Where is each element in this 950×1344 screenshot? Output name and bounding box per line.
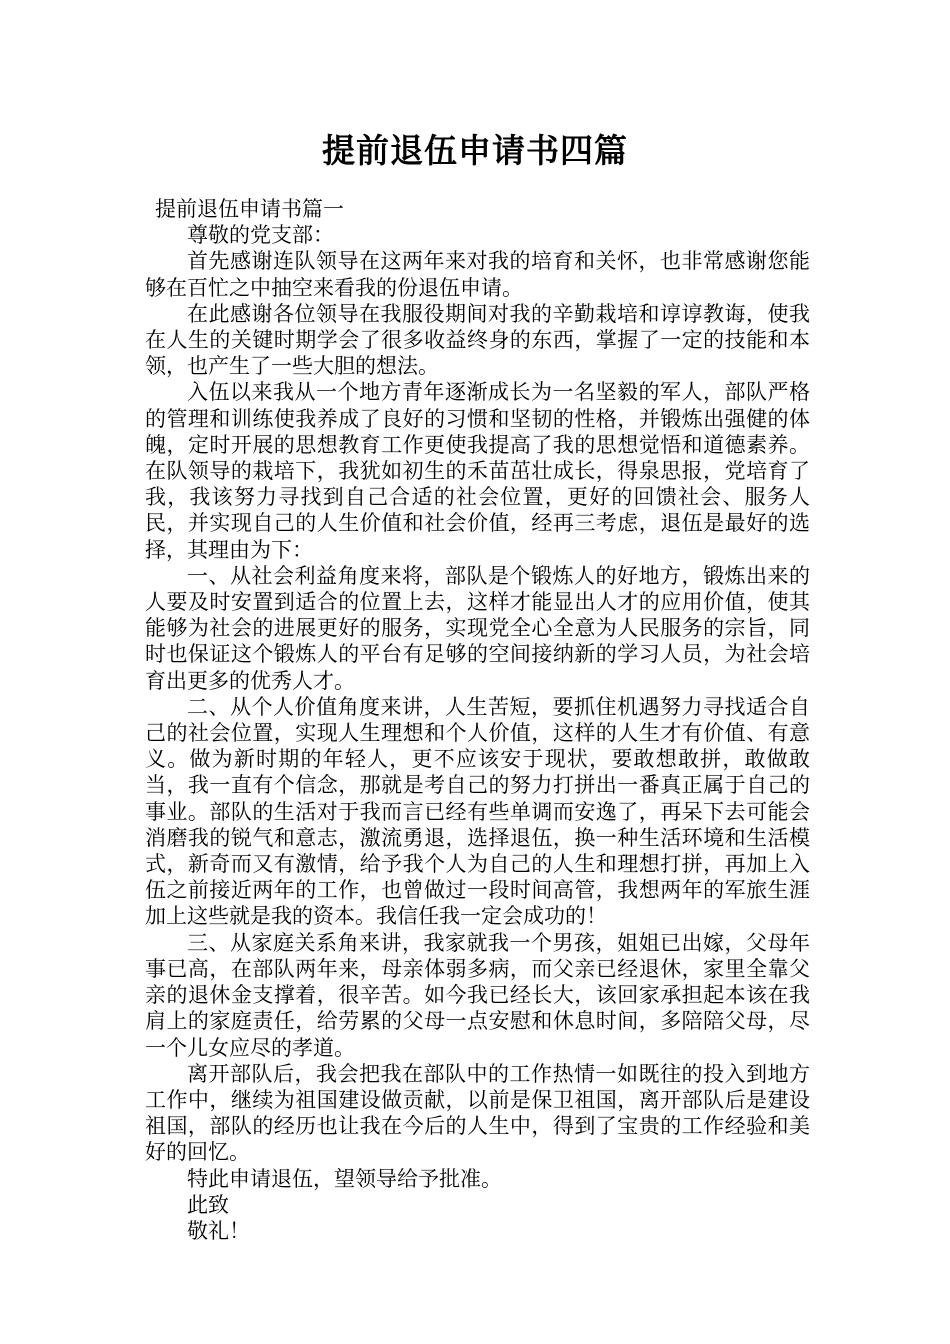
paragraph: 三、从家庭关系角来讲，我家就我一个男孩，姐姐已出嫁，父母年事已高，在部队两年来，母亲体弱多病，而父亲已经退休，家里全靠父亲的退休金支撑着，很辛苦。如今我已经长大，该回家承担起本该在我肩上的家庭责任，给劳累的父母一点安慰和休息时间，多陪陪父母，尽一个儿女应尽的孝道。 xyxy=(145,930,810,1060)
paragraph: 离开部队后，我会把我在部队中的工作热情一如既往的投入到地方工作中，继续为祖国建设做贡献，以前是保卫祖国，离开部队后是建设祖国，部队的经历也让我在今后的人生中，得到了宝贵的工作经验和美好的回忆。 xyxy=(145,1061,810,1165)
paragraph: 二、从个人价值角度来讲，人生苦短，要抓住机遇努力寻找适合自己的社会位置，实现人生理想和个人价值，这样的人生才有价值、有意义。做为新时期的年轻人，更不应该安于现状，要敢想敢拼，敢做敢当，我一直有个信念，那就是考自己的努力打拼出一番真正属于自己的事业。部队的生活对于我而言已经有些单调而安逸了，再呆下去可能会消磨我的锐气和意志，激流勇退，选择退伍，换一种生活环境和生活模式，新奇而又有激情，给予我个人为自己的人生和理想打拼，再加上入伍之前接近两年的工作，也曾做过一段时间高管，我想两年的军旅生涯加上这些就是我的资本。我信任我一定会成功的！ xyxy=(145,694,810,929)
closing-line: 此致 xyxy=(187,1192,229,1217)
document-title: 提前退伍申请书四篇 xyxy=(322,131,628,170)
paragraph: 首先感谢连队领导在这两年来对我的培育和关怀，也非常感谢您能够在百忙之中抽空来看我的份退伍申请。 xyxy=(145,249,810,300)
paragraph: 特此申请退伍，望领导给予批准。 xyxy=(187,1166,502,1191)
paragraph: 在此感谢各位领导在我服役期间对我的辛勤栽培和谆谆教诲，使我在人生的关键时期学会了很多收益终身的东西，掌握了一定的技能和本领，也产生了一些大胆的想法。 xyxy=(145,301,810,379)
document-body xyxy=(145,196,810,1244)
section-heading: 提前退伍申请书篇一 xyxy=(155,197,344,221)
paragraph: 入伍以来我从一个地方青年逐渐成长为一名坚毅的军人，部队严格的管理和训练使我养成了良好的习惯和坚韧的性格，并锻炼出强健的体魄，定时开展的思想教育工作更使我提高了我的思想觉悟和道德素养。在队领导的栽培下，我犹如初生的禾苗茁壮成长，得泉思报，党培育了我，我该努力寻找到自己合适的社会位置，更好的回馈社会、服务人民，并实现自己的人生价值和社会价值，经再三考虑，退伍是最好的选择，其理由为下： xyxy=(145,380,810,562)
closing-salute: 敬礼！ xyxy=(187,1218,250,1243)
paragraph: 一、从社会利益角度来将，部队是个锻炼人的好地方，锻炼出来的人要及时安置到适合的位置上去，这样才能显出人才的应用价值，使其能够为社会的进展更好的服务，实现党全心全意为人民服务的宗旨，同时也保证这个锻炼人的平台有足够的空间接纳新的学习人员，为社会培育出更多的优秀人才。 xyxy=(145,563,810,693)
salutation: 尊敬的党支部： xyxy=(187,223,334,248)
